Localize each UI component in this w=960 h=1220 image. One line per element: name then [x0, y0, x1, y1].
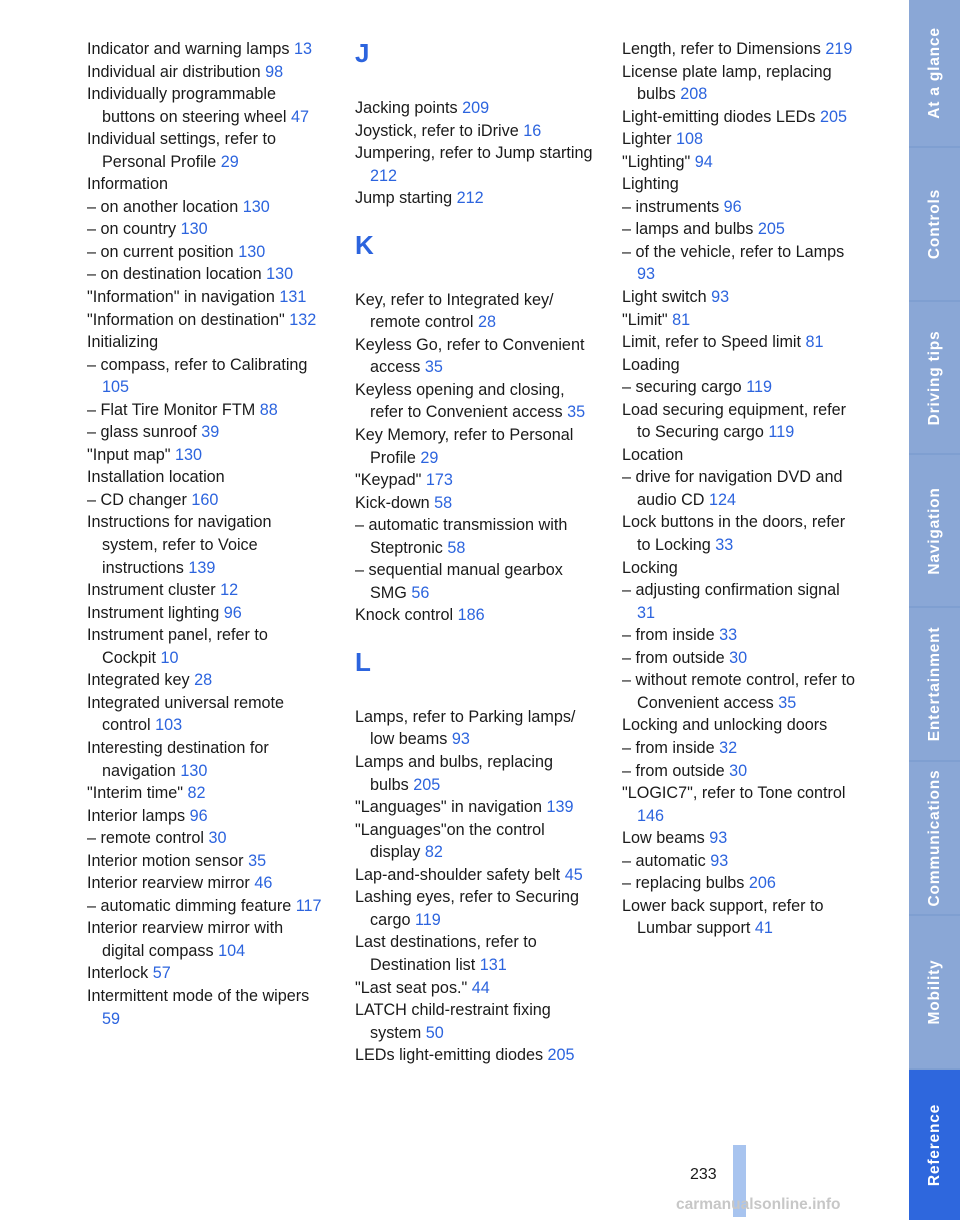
page-reference-link[interactable]: 45: [564, 865, 583, 884]
index-term: "Languages" in navigation: [355, 798, 543, 817]
page-reference-link[interactable]: 81: [672, 310, 691, 329]
index-term: – on current position: [87, 242, 234, 261]
index-term: – adjusting confirmation signal: [622, 581, 840, 600]
index-term: Key Memory, refer to Personal Profile: [355, 426, 574, 467]
page-reference-link[interactable]: 130: [180, 761, 208, 780]
index-entry: [87, 805, 325, 828]
tab-at-a-glance[interactable]: [909, 0, 960, 146]
index-entry: [622, 760, 860, 783]
index-entry: [622, 466, 860, 511]
page-reference-link[interactable]: 131: [279, 288, 307, 307]
page-reference-link[interactable]: 31: [637, 603, 656, 622]
page-number: 233: [690, 1166, 717, 1183]
index-term: Information: [87, 175, 168, 194]
index-entry: [622, 354, 860, 377]
page-reference-link[interactable]: 35: [248, 851, 267, 870]
index-entry: [87, 263, 325, 286]
index-entry: [355, 379, 593, 424]
index-term: "Information on destination": [87, 310, 285, 329]
page-reference-link[interactable]: 82: [424, 843, 443, 862]
page-reference-link[interactable]: 82: [187, 784, 206, 803]
index-entry: [622, 511, 860, 556]
index-entry: [622, 557, 860, 580]
index-entry: [622, 173, 860, 196]
page-reference-link[interactable]: 33: [715, 536, 734, 555]
index-term: Indicator and warning lamps: [87, 40, 290, 58]
index-term: – on country: [87, 220, 177, 239]
index-term: "Interim time": [87, 784, 184, 803]
index-entry: [87, 692, 325, 737]
index-entry: [622, 850, 860, 873]
index-term: Jacking points: [355, 99, 458, 117]
index-term: Lamps, refer to Parking lamps/ low beams: [355, 707, 576, 749]
index-entry: [355, 120, 593, 143]
index-entry: [622, 376, 860, 399]
index-term: – CD changer: [87, 490, 187, 509]
page-reference-link[interactable]: 93: [709, 829, 728, 848]
page-reference-link[interactable]: 119: [746, 378, 772, 397]
index-entry: [355, 514, 593, 559]
watermark: carmanualsonline.info: [676, 1196, 841, 1213]
page-reference-link[interactable]: 96: [223, 603, 242, 622]
index-entry: [87, 444, 325, 467]
index-term: Limit, refer to Speed limit: [622, 333, 802, 352]
page-reference-link[interactable]: 173: [425, 471, 453, 490]
page-reference-link[interactable]: 130: [180, 220, 208, 239]
tab-label: Navigation: [925, 486, 943, 575]
page-reference-link[interactable]: 35: [424, 358, 443, 377]
index-term: – from outside: [622, 761, 725, 780]
index-entry: [87, 196, 325, 219]
index-entry: [622, 61, 860, 106]
page-reference-link[interactable]: 130: [242, 197, 270, 216]
page-reference-link[interactable]: 117: [295, 896, 322, 915]
section-tab-sidebar: [909, 0, 960, 1220]
index-term: Interesting destination for navigation: [87, 738, 269, 780]
index-term: Integrated key: [87, 671, 190, 690]
page-reference-link[interactable]: 206: [748, 874, 776, 893]
page-reference-link[interactable]: 146: [637, 806, 665, 825]
index-entry: [622, 579, 860, 624]
page-reference-link[interactable]: 205: [757, 220, 785, 239]
index-entry: [622, 106, 860, 129]
index-entry: [622, 624, 860, 647]
index-term: – of the vehicle, refer to Lamps: [622, 242, 845, 261]
page-reference-link[interactable]: 131: [479, 955, 507, 974]
index-term: – Flat Tire Monitor FTM: [87, 400, 256, 419]
index-entry: [622, 895, 860, 940]
tab-navigation[interactable]: [909, 455, 960, 606]
page-reference-link[interactable]: 28: [477, 313, 496, 332]
page-reference-link[interactable]: 30: [729, 648, 748, 667]
index-entry: [355, 187, 593, 210]
page-reference-link[interactable]: 212: [456, 189, 484, 208]
tab-label: Driving tips: [925, 330, 943, 425]
index-entry: [622, 399, 860, 444]
page-reference-link[interactable]: 186: [457, 606, 485, 625]
index-entry: [622, 286, 860, 309]
page-reference-link[interactable]: 13: [293, 40, 312, 58]
index-entry: [87, 173, 325, 196]
page-reference-link[interactable]: 16: [523, 121, 542, 140]
index-term: – lamps and bulbs: [622, 220, 754, 239]
index-term: – compass, refer to Calibrating: [87, 355, 308, 374]
index-entry: [355, 751, 593, 796]
index-entry: [622, 714, 860, 737]
page-reference-link[interactable]: 28: [194, 671, 213, 690]
tab-label: Reference: [925, 1103, 943, 1187]
page-reference-link[interactable]: 205: [413, 775, 441, 794]
index-term: "Limit": [622, 310, 668, 329]
page-reference-link[interactable]: 10: [160, 648, 179, 667]
page-reference-link[interactable]: 139: [188, 558, 216, 577]
index-term: "Information" in navigation: [87, 288, 275, 307]
index-term: – securing cargo: [622, 378, 742, 397]
page-reference-link[interactable]: 96: [723, 197, 742, 216]
index-entry: [355, 424, 593, 469]
tab-mobility[interactable]: [909, 916, 960, 1068]
index-entry: [622, 309, 860, 332]
index-entry: [87, 83, 325, 128]
page-reference-link[interactable]: 29: [220, 152, 239, 171]
index-entry: [87, 466, 325, 489]
index-entry: [87, 850, 325, 873]
index-term: Lower back support, refer to Lumbar support: [622, 896, 824, 938]
index-term: "Input map": [87, 445, 171, 464]
index-term: Lock buttons in the doors, refer to Locking: [622, 513, 846, 555]
page-reference-link[interactable]: 81: [805, 333, 824, 352]
index-term: – instruments: [622, 197, 720, 216]
index-term: Key, refer to Integrated key/ remote control: [355, 290, 554, 332]
page-reference-link[interactable]: 119: [415, 910, 441, 929]
page-reference-link[interactable]: 33: [719, 626, 738, 645]
section-letter-heading: K: [355, 229, 374, 260]
index-term: – automatic transmission with Steptronic: [355, 516, 568, 557]
index-term: Interlock: [87, 964, 149, 983]
index-entry: [87, 331, 325, 354]
index-entry: [355, 289, 593, 334]
index-term: Light-emitting diodes LEDs: [622, 107, 816, 126]
index-entry: [355, 1044, 593, 1067]
page-reference-link[interactable]: 98: [265, 62, 284, 81]
page-reference-link[interactable]: 30: [729, 761, 748, 780]
index-term: – replacing bulbs: [622, 874, 745, 893]
index-term: Instrument lighting: [87, 603, 220, 622]
index-entry: [622, 782, 860, 827]
page-reference-link[interactable]: 44: [471, 978, 490, 997]
index-term: Individually programmable buttons on steering wheel: [87, 85, 287, 126]
page-reference-link[interactable]: 30: [208, 829, 227, 848]
index-term: Length, refer to Dimensions: [622, 40, 821, 58]
index-entry: [87, 827, 325, 850]
tab-label: Mobility: [925, 959, 943, 1025]
index-entry: [87, 511, 325, 579]
index-column-3: [622, 38, 860, 940]
page-reference-link[interactable]: 93: [451, 730, 470, 749]
index-entry: [622, 38, 860, 61]
index-entry: [87, 737, 325, 782]
index-entry: [87, 421, 325, 444]
page-reference-link[interactable]: 208: [680, 85, 708, 104]
index-entry: [87, 962, 325, 985]
index-entry: [355, 886, 593, 931]
page-reference-link[interactable]: 93: [637, 265, 656, 284]
index-entry: [355, 97, 593, 120]
page-reference-link[interactable]: 41: [754, 919, 773, 938]
index-entry: [622, 647, 860, 670]
page-reference-link[interactable]: 160: [191, 490, 219, 509]
tab-label: Controls: [925, 188, 943, 260]
page-reference-link[interactable]: 46: [254, 874, 273, 893]
index-term: Intermittent mode of the wipers: [87, 986, 310, 1005]
index-term: Integrated universal remote control: [87, 693, 285, 735]
index-term: Load securing equipment, refer to Securing cargo: [622, 400, 847, 442]
index-entry: [87, 38, 325, 61]
index-term: Initializing: [87, 333, 159, 352]
index-term: "LOGIC7", refer to Tone control: [622, 784, 846, 803]
page-reference-link[interactable]: 57: [152, 964, 171, 983]
index-term: Jumpering, refer to Jump starting: [355, 144, 593, 163]
index-entry: [622, 151, 860, 174]
page-reference-link[interactable]: 209: [462, 99, 490, 117]
index-term: LEDs light-emitting diodes: [355, 1046, 544, 1065]
index-term: Lamps and bulbs, replacing bulbs: [355, 753, 553, 794]
index-term: License plate lamp, replacing bulbs: [622, 62, 832, 104]
index-entry: [87, 218, 325, 241]
index-entry: [87, 985, 325, 1030]
index-column-2: [355, 38, 593, 1067]
index-term: Installation location: [87, 468, 225, 487]
index-entry: [87, 61, 325, 84]
index-term: – automatic dimming feature: [87, 896, 292, 915]
index-term: Loading: [622, 355, 680, 374]
page-reference-link[interactable]: 108: [676, 130, 704, 149]
index-term: "Keypad": [355, 471, 422, 490]
index-term: Low beams: [622, 829, 705, 848]
index-term: Light switch: [622, 288, 707, 307]
index-term: Individual settings, refer to Personal Profile: [87, 130, 276, 171]
index-entry: [355, 796, 593, 819]
index-term: Lashing eyes, refer to Securing cargo: [355, 888, 580, 929]
index-entry: [622, 128, 860, 151]
index-term: "Last seat pos.": [355, 978, 468, 997]
page-reference-link[interactable]: 50: [425, 1023, 444, 1042]
index-entry: [622, 872, 860, 895]
index-entry: [355, 999, 593, 1044]
index-term: Lap-and-shoulder safety belt: [355, 865, 561, 884]
index-entry: [87, 241, 325, 264]
index-entry: [87, 489, 325, 512]
page-reference-link[interactable]: 29: [420, 448, 439, 467]
index-term: Keyless Go, refer to Convenient access: [355, 335, 585, 377]
section-letter-heading: L: [355, 646, 371, 677]
index-term: Lighter: [622, 130, 672, 149]
index-term: – without remote control, refer to Convenient access: [622, 671, 856, 712]
index-term: – from inside: [622, 626, 715, 645]
index-term: Interior motion sensor: [87, 851, 244, 870]
index-term: Lighting: [622, 175, 679, 194]
index-term: Location: [622, 445, 684, 464]
page-reference-link[interactable]: 35: [778, 693, 797, 712]
index-entry: [622, 241, 860, 286]
page-reference-link[interactable]: 39: [201, 423, 220, 442]
index-term: – on another location: [87, 197, 239, 216]
index-entry: [87, 895, 325, 918]
index-term: – remote control: [87, 829, 204, 848]
tab-entertainment[interactable]: [909, 608, 960, 760]
index-entry: [622, 827, 860, 850]
index-entry: [355, 931, 593, 976]
page-reference-link[interactable]: 212: [370, 166, 398, 185]
index-term: – sequential manual gearbox SMG: [355, 561, 563, 602]
index-entry: [355, 864, 593, 887]
index-entry: [355, 559, 593, 604]
page-reference-link[interactable]: 205: [819, 107, 847, 126]
index-entry: [622, 331, 860, 354]
index-term: – from outside: [622, 648, 725, 667]
index-term: – on destination location: [87, 265, 262, 284]
index-term: Interior lamps: [87, 806, 186, 825]
page-reference-link[interactable]: 96: [189, 806, 208, 825]
page-reference-link[interactable]: 12: [220, 581, 239, 600]
index-term: – from inside: [622, 738, 715, 757]
page-reference-link[interactable]: 47: [290, 107, 309, 126]
page-reference-link[interactable]: 58: [434, 493, 453, 512]
index-term: Kick-down: [355, 493, 430, 512]
section-letter-heading: J: [355, 38, 370, 68]
page-reference-link[interactable]: 205: [547, 1046, 575, 1065]
index-term: Instrument panel, refer to Cockpit: [87, 626, 268, 667]
page-reference-link[interactable]: 119: [768, 423, 795, 442]
index-term: Keyless opening and closing, refer to Convenient access: [355, 380, 565, 422]
index-entry: [87, 579, 325, 602]
index-term: – automatic: [622, 851, 706, 870]
index-entry: [622, 444, 860, 467]
page-reference-link[interactable]: 103: [155, 716, 183, 735]
index-term: Interior rearview mirror with digital compass: [87, 919, 284, 960]
page-reference-link[interactable]: 58: [447, 538, 466, 557]
page-reference-link[interactable]: 94: [694, 152, 713, 171]
index-term: Instrument cluster: [87, 581, 216, 600]
page-reference-link[interactable]: 105: [102, 378, 130, 397]
tab-label: Communications: [925, 769, 943, 907]
page-reference-link[interactable]: 32: [719, 738, 738, 757]
tab-communications[interactable]: [909, 762, 960, 914]
index-entry: [355, 819, 593, 864]
page-reference-link[interactable]: 130: [238, 242, 266, 261]
index-entry: [355, 492, 593, 515]
index-term: Interior rearview mirror: [87, 874, 250, 893]
index-entry: [87, 286, 325, 309]
index-entry: [87, 309, 325, 332]
index-entry: [355, 334, 593, 379]
index-entry: [87, 602, 325, 625]
index-term: Locking and unlocking doors: [622, 716, 828, 735]
index-term: Last destinations, refer to Destination list: [355, 933, 537, 974]
page-reference-link[interactable]: 93: [711, 288, 730, 307]
index-term: – glass sunroof: [87, 423, 197, 442]
index-entry: [87, 917, 325, 962]
tab-reference[interactable]: [909, 1070, 960, 1220]
page-reference-link[interactable]: 139: [546, 798, 574, 817]
page-reference-link[interactable]: 35: [567, 403, 586, 422]
index-entry: [87, 782, 325, 805]
index-term: Knock control: [355, 606, 454, 625]
tab-label: Entertainment: [925, 626, 943, 742]
page-reference-link[interactable]: 59: [102, 1009, 121, 1028]
index-column-1: [87, 38, 325, 1030]
page-reference-link[interactable]: 124: [709, 490, 737, 509]
index-entry: [87, 872, 325, 895]
page-reference-link[interactable]: 132: [289, 310, 317, 329]
index-term: Instructions for navigation system, refer to Voice instructions: [87, 513, 272, 577]
index-term: Locking: [622, 558, 678, 577]
index-entry: [355, 604, 593, 627]
index-entry: [355, 469, 593, 492]
index-term: – drive for navigation DVD and audio CD: [622, 468, 843, 509]
tab-controls[interactable]: [909, 148, 960, 300]
page-reference-link[interactable]: 104: [218, 941, 246, 960]
index-entry: [87, 399, 325, 422]
page-reference-link[interactable]: 88: [259, 400, 278, 419]
page-reference-link[interactable]: 130: [174, 445, 202, 464]
index-entry: [622, 196, 860, 219]
tab-label: At a glance: [925, 27, 943, 119]
page-reference-link[interactable]: 130: [266, 265, 294, 284]
index-entry: [622, 669, 860, 714]
index-term: LATCH child-restraint fixing system: [355, 1001, 551, 1042]
tab-driving-tips[interactable]: [909, 302, 960, 453]
index-entry: [622, 737, 860, 760]
index-entry: [87, 128, 325, 173]
index-entry: [87, 624, 325, 669]
index-term: Joystick, refer to iDrive: [355, 121, 519, 140]
page-reference-link[interactable]: 93: [710, 851, 729, 870]
index-entry: [355, 977, 593, 1000]
index-entry: [87, 354, 325, 399]
index-entry: [622, 218, 860, 241]
page-reference-link[interactable]: 219: [825, 40, 853, 58]
index-term: "Languages"on the control display: [355, 820, 545, 862]
index-entry: [355, 142, 593, 187]
index-term: Individual air distribution: [87, 62, 261, 81]
index-term: Jump starting: [355, 189, 453, 208]
page-reference-link[interactable]: 56: [411, 583, 430, 602]
index-entry: [87, 669, 325, 692]
index-term: "Lighting": [622, 152, 691, 171]
index-entry: [355, 706, 593, 751]
